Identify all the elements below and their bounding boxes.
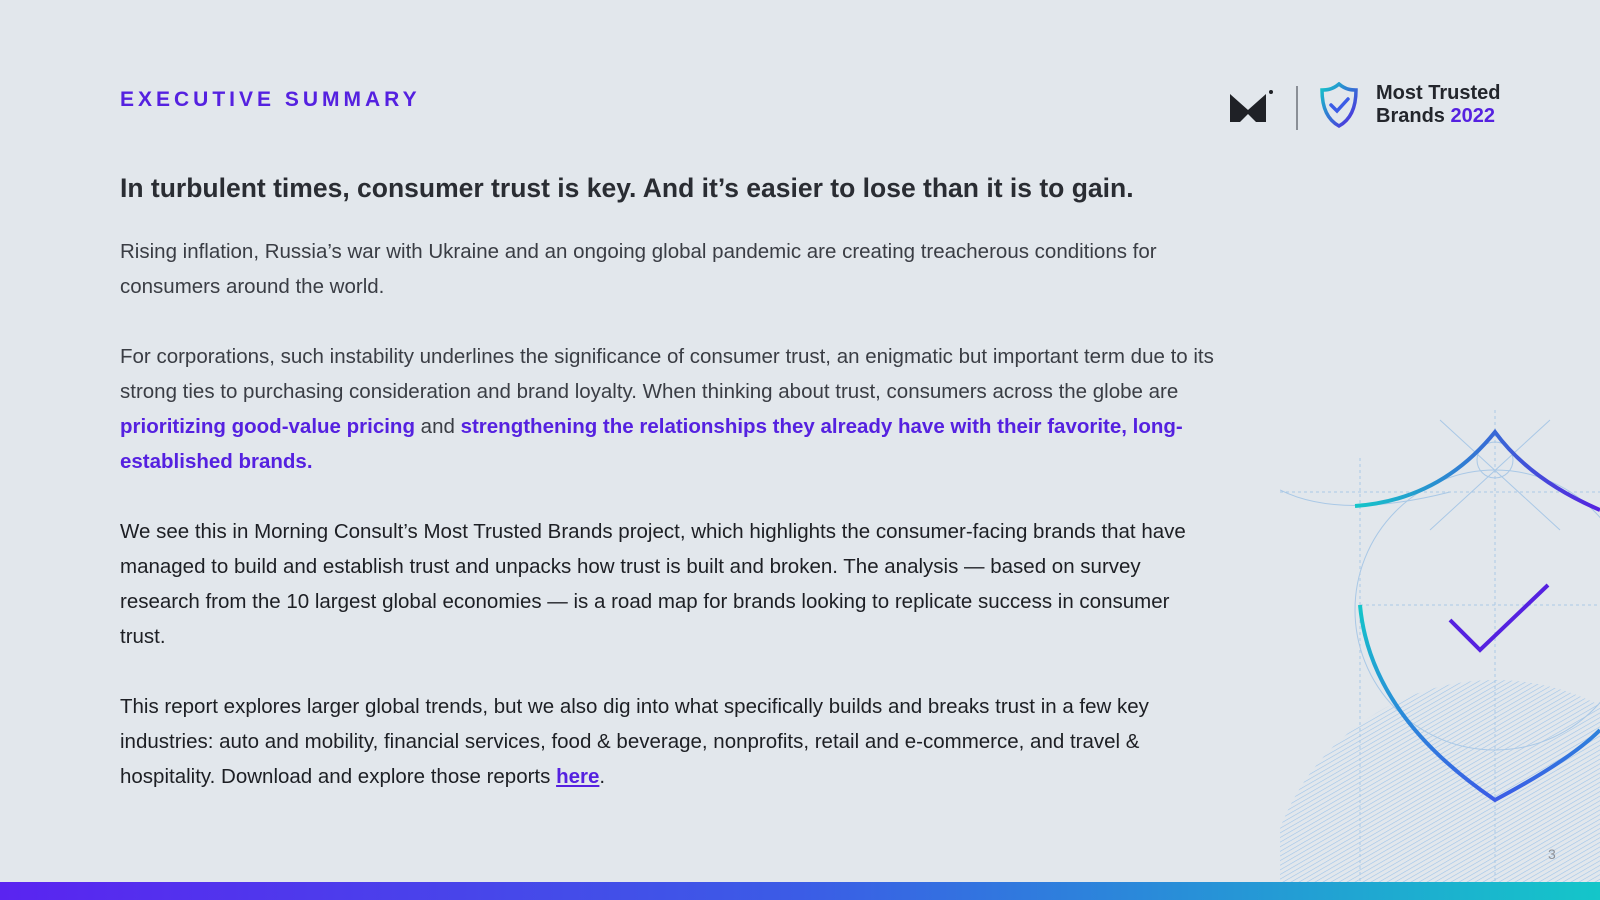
page-number: 3 [1548, 846, 1556, 862]
decorative-shield-graphic [1280, 380, 1600, 900]
logo-divider [1296, 86, 1298, 130]
shield-check-icon [1320, 82, 1358, 128]
highlight-relationships: strengthening the relationships they already have with their favorite, long-established brands. [120, 415, 1183, 473]
brand-line-2-prefix: Brands [1376, 105, 1451, 127]
brand-line-1: Most Trusted [1376, 82, 1501, 104]
headline: In turbulent times, consumer trust is key. And it’s easier to lose than it is to gain. [120, 173, 1134, 203]
paragraph-2-lead: For corporations, such instability underlines the significance of consumer trust, an enigmatic but important term due to its strong ties to purchasing consideration and brand loyalty. When thinking about trust, consumers across the globe are [120, 345, 1214, 403]
highlight-pricing: prioritizing good-value pricing [120, 415, 415, 438]
brand-line-2 [1376, 105, 1500, 128]
paragraph-2-middle: and [414, 415, 461, 438]
check-icon [1450, 585, 1548, 650]
brand-logo [1228, 78, 1508, 138]
brand-year: 2022 [1450, 105, 1495, 127]
morning-consult-logo-icon [1228, 88, 1274, 128]
paragraph-2 [120, 339, 1220, 479]
paragraph-4-lead: This report explores larger global trends, but we also dig into what specifically builds and breaks trust in a few key industries: auto and mobility, financial services, food & beverage, nonprofits, retail and e-commerce, and travel & hospitality. Download and explore those reports [120, 695, 1149, 788]
hatched-globe [1280, 680, 1600, 900]
paragraph-4-end: . [599, 765, 606, 788]
reports-link[interactable]: here [556, 765, 600, 788]
section-label: EXECUTIVE SUMMARY [120, 88, 421, 111]
summary-content [120, 170, 1220, 829]
paragraph-4 [120, 689, 1220, 794]
brand-name [1376, 82, 1500, 128]
bottom-gradient-bar [0, 882, 1600, 900]
paragraph-1: Rising inflation, Russia’s war with Ukraine and an ongoing global pandemic are creating treacherous conditions for consumers around the world. [120, 240, 1157, 298]
paragraph-3: We see this in Morning Consult’s Most Trusted Brands project, which highlights the consumer-facing brands that have managed to build and establish trust and unpacks how trust is built and broken. The analysis — based on survey research from the 10 largest global economies — is a road map for brands looking to replicate success in consumer trust. [120, 520, 1186, 648]
